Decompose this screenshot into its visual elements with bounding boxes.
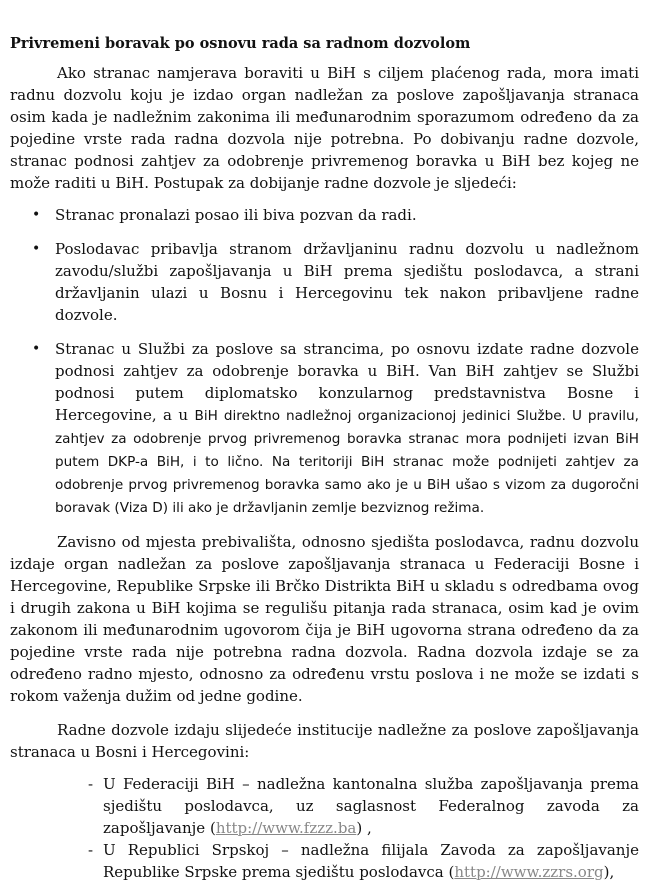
list-item [10, 204, 639, 226]
list-item: - U Republici Srpskoj – nadležna filijala Zavoda za zapošljavanje Republike Srpske prema sjedištu poslodavca (http://www.zzrs.org), [88, 841, 639, 881]
dash-icon: - [88, 841, 94, 859]
step-text: Stranac u Službi za poslove sa strancima, po osnovu izdate radne dozvole podnosi zahtjev za odobrenje boravka u BiH. Van BiH zahtjev se Službi podnosi putem diplomatsko konzularnog predstavnistva Bosne i Hercegovine, a u [55, 340, 639, 424]
step-text: Poslodavac pribavlja stranom državljaninu radnu dozvolu u nadležnom zavodu/službi zapošljavanja u BiH prema sjedištu poslodavca, a strani državljanin ulazi u Bosnu i Hercegovinu tek nakon pribavljene radne dozvole. [55, 240, 639, 324]
section-heading: Privremeni boravak po osnovu rada sa radnom dozvolom [10, 35, 471, 52]
fzzz-link[interactable]: http://www.fzzz.ba [215, 819, 357, 837]
intro-paragraph: Ako stranac namjerava boraviti u BiH s ciljem plaćenog rada, mora imati radnu dozvolu koju je izdao organ nadležan za poslove zapošljavanja stranaca osim kada je nadležnim zakonima ili međunarodnim sporazumom određeno da za pojedine vrste rada radna dozvola nije potrebna. Po dobivanju radne dozvole, stranac podnosi zahtjev za odobrenje privremenog boravka u BiH bez kojeg ne može raditi u BiH. Postupak za dobijanje radne dozvole je sljedeći: [10, 64, 639, 192]
institutions-list [10, 773, 639, 883]
institution-trail: ), [603, 863, 615, 881]
bullet-icon: • [32, 341, 41, 357]
institution-text: U Republici Srpskoj – nadležna filijala Zavoda za zapošljavanje Republike Srpske prema sjedištu poslodavca [103, 841, 639, 881]
list-item: - U Federaciji BiH – nadležna kantonalna služba zapošljavanja prema sjedištu poslodavca, uz saglasnost Federalnog zavoda za zapošljavanje (http://www.fzzz.ba) , [88, 775, 639, 837]
list-item [10, 338, 639, 519]
institution-text: U Federaciji BiH – nadležna kantonalna služba zapošljavanja prema sjedištu poslodavca, uz saglasnost Federalnog zavoda za zapošljavanje [103, 775, 639, 837]
bullet-icon: • [32, 207, 41, 223]
dash-icon: - [88, 775, 94, 793]
institution-trail: , [362, 819, 372, 837]
procedure-steps-list [10, 204, 639, 519]
work-permit-paragraph: Zavisno od mjesta prebivališta, odnosno sjedišta poslodavca, radnu dozvolu izdaje organ nadležan za poslove zapošljavanja stranaca u Federaciji Bosne i Hercegovine, Republike Srpske ili Brčko Distrikta BiH u skladu s odredbama ovog i drugih zakona u BiH kojima se regulišu pitanja rada stranaca, osim kad je ovim zakonom ili međunarodnim ugovorom čija je BiH ugovorna strana određeno da za pojedine vrste rada nije potrebna radna dozvola. Radna dozvola izdaje se za određeno radno mjesto, odnosno za određenu vrstu poslova i ne može se izdati s rokom važenja dužim od jedne godine. [10, 533, 639, 705]
step-text-continued: BiH direktno nadležnoj organizacionoj jedinici Službe. U pravilu, zahtjev za odobrenje prvog privremenog boravka stranac mora podnijeti izvan BiH putem DKP-a BiH, i to lično. Na teritoriji BiH stranac može podnijeti zahtjev za odobrenje prvog privremenog boravka samo ako je u BiH ušao s vizom za dugoročni boravak (Viza D) ili ako je državljanin zemlje bezviznog režima. [55, 408, 639, 516]
list-item [10, 238, 639, 326]
bullet-icon: • [32, 241, 41, 257]
institutions-intro-paragraph: Radne dozvole izdaju slijedeće institucije nadležne za poslove zapošljavanja stranaca u Bosni i Hercegovini: [10, 721, 639, 761]
zzrs-link[interactable]: http://www.zzrs.org [454, 863, 604, 881]
step-text: Stranac pronalazi posao ili biva pozvan da radi. [55, 206, 417, 224]
